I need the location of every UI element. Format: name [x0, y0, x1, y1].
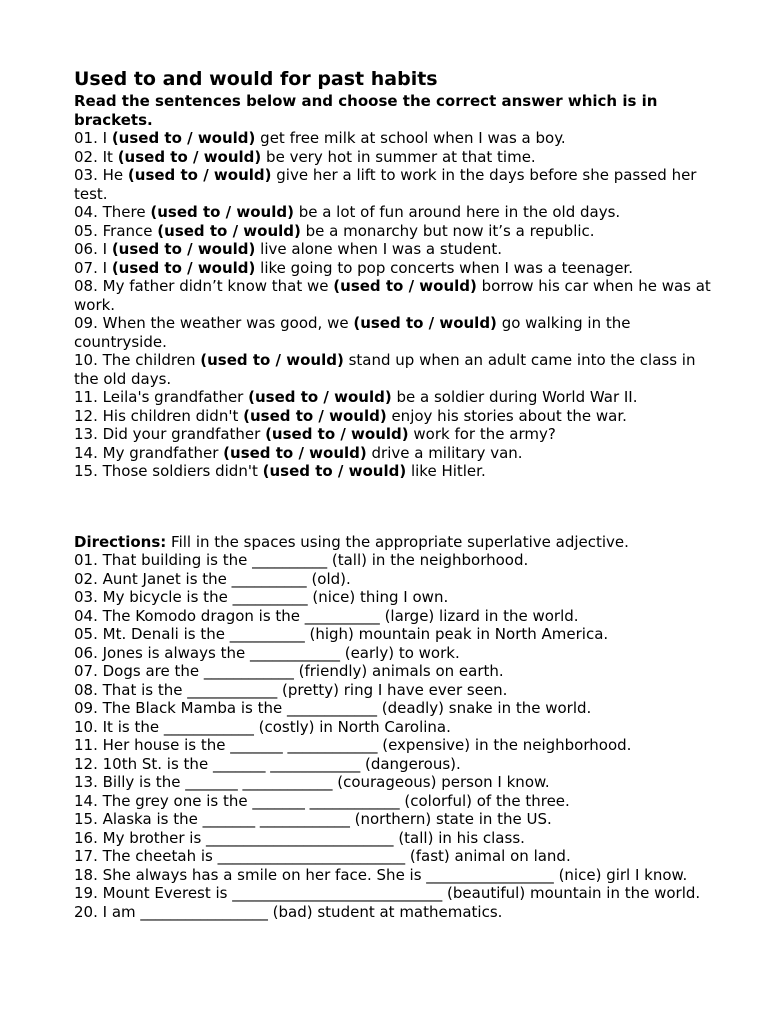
item-text-end: work for the army?	[408, 425, 556, 443]
exercise-item	[74, 166, 724, 203]
item-text-start: 01. I	[74, 129, 112, 147]
item-text-end: be a monarchy but now it’s a republic.	[300, 221, 595, 240]
exercise-item	[74, 277, 724, 314]
item-text-start: 07. I	[74, 258, 112, 277]
exercise-item	[74, 259, 724, 278]
answer-choices: (used to / would)	[127, 166, 272, 184]
item-text-start: 02. It	[74, 147, 118, 166]
answer-choices: (used to / would)	[157, 221, 301, 240]
item-text-start: 03. He	[74, 166, 128, 184]
fill-in-item: 02. Aunt Janet is the __________ (old).	[74, 569, 351, 588]
exercise-item	[74, 222, 724, 241]
fill-in-item: 08. That is the ____________ (pretty) ring I have ever seen.	[74, 680, 508, 699]
fill-in-item: 10. It is the ____________ (costly) in North Carolina.	[74, 717, 451, 736]
item-text-end: get free milk at school when I was a boy.	[255, 129, 566, 147]
item-text-start: 06. I	[74, 240, 112, 258]
directions-text: Fill in the spaces using the appropriate superlative adjective.	[166, 532, 629, 551]
fill-in-item: 12. 10th St. is the _______ ____________ (dangerous).	[74, 754, 461, 773]
item-text-end: stand up when an adult came into the class in the old days.	[74, 351, 696, 388]
item-text-start: 05. France	[74, 221, 158, 240]
exercise-item	[74, 444, 724, 463]
answer-choices: (used to / would)	[111, 258, 256, 277]
exercise-item	[74, 240, 724, 259]
fill-in-item: 16. My brother is _________________________ (tall) in his class.	[74, 828, 525, 847]
fill-in-item: 20. I am _________________ (bad) student at mathematics.	[74, 902, 503, 921]
item-text-start: 10. The children	[74, 351, 201, 369]
answer-choices: (used to / would)	[200, 351, 344, 369]
fill-in-item: 09. The Black Mamba is the ____________ (deadly) snake in the world.	[74, 699, 592, 717]
fill-in-item: 01. That building is the __________ (tall) in the neighborhood.	[74, 551, 529, 569]
answer-choices: (used to / would)	[117, 147, 262, 166]
fill-in-item: 19. Mount Everest is ____________________________ (beautiful) mountain in the world.	[74, 884, 701, 902]
exercise-item	[74, 388, 724, 407]
fill-in-item: 04. The Komodo dragon is the __________ (large) lizard in the world.	[74, 606, 579, 625]
item-text-start: 11. Leila's grandfather	[74, 388, 249, 406]
exercise-item	[74, 462, 724, 481]
answer-choices: (used to / would)	[333, 277, 477, 295]
directions-heading	[74, 533, 724, 552]
fill-in-item: 07. Dogs are the ____________ (friendly) animals on earth.	[74, 662, 504, 680]
answer-choices: (used to / would)	[111, 240, 256, 258]
fill-in-item: 03. My bicycle is the __________ (nice) thing I own.	[74, 588, 449, 606]
item-text-end: like Hitler.	[406, 462, 486, 480]
item-text-start: 09. When the weather was good, we	[74, 314, 354, 332]
item-text-start: 14. My grandfather	[74, 443, 224, 462]
answer-choices: (used to / would)	[248, 388, 392, 406]
exercise-item	[74, 425, 724, 444]
answer-choices: (used to / would)	[262, 462, 407, 480]
fill-in-item: 17. The cheetah is _________________________ (fast) animal on land.	[74, 847, 571, 865]
exercise-item	[74, 203, 724, 222]
item-text-start: 12. His children didn't	[74, 406, 244, 425]
item-text-end: drive a military van.	[366, 443, 523, 462]
exercise-item	[74, 407, 724, 426]
item-text-end: enjoy his stories about the war.	[386, 406, 627, 425]
superlative-exercise-list	[74, 551, 724, 921]
item-text-start: 08. My father didn’t know that we	[74, 277, 334, 295]
directions-label: Directions:	[74, 532, 167, 551]
item-text-end: borrow his car when he was at work.	[74, 277, 711, 314]
fill-in-item: 18. She always has a smile on her face. She is _________________ (nice) girl I know.	[74, 865, 688, 884]
item-text-start: 04. There	[74, 203, 151, 221]
item-text-start: 15. Those soldiers didn't	[74, 462, 263, 480]
answer-choices: (used to / would)	[353, 314, 497, 332]
answer-choices: (used to / would)	[223, 443, 367, 462]
exercise-item	[74, 351, 724, 388]
item-text-end: give her a lift to work in the days before she passed her test.	[74, 166, 697, 203]
exercise-item	[74, 314, 724, 351]
fill-in-item: 15. Alaska is the _______ ____________ (northern) state in the US.	[74, 810, 552, 828]
exercise-item	[74, 148, 724, 167]
answer-choices: (used to / would)	[111, 129, 256, 147]
instruction-text: Read the sentences below and choose the correct answer which is in brackets.	[74, 92, 658, 129]
item-text-end: be very hot in summer at that time.	[261, 147, 536, 166]
worksheet	[74, 66, 724, 921]
fill-in-item: 06. Jones is always the ____________ (early) to work.	[74, 643, 460, 662]
fill-in-item: 13. Billy is the _______ ____________ (courageous) person I know.	[74, 773, 550, 791]
section-spacer	[74, 481, 724, 533]
item-text-end: be a soldier during World War II.	[391, 388, 638, 406]
answer-choices: (used to / would)	[150, 203, 294, 221]
used-to-exercise-list	[74, 129, 724, 481]
item-text-end: be a lot of fun around here in the old days.	[293, 203, 621, 221]
item-text-end: go walking in the countryside.	[74, 314, 631, 351]
fill-in-item: 14. The grey one is the _______ ____________ (colorful) of the three.	[74, 791, 570, 810]
exercise-item	[74, 129, 724, 148]
fill-in-item: 05. Mt. Denali is the __________ (high) mountain peak in North America.	[74, 625, 609, 643]
item-text-start: 13. Did your grandfather	[74, 425, 266, 443]
worksheet-title: Used to and would for past habits	[74, 68, 438, 90]
item-text-end: live alone when I was a student.	[255, 240, 503, 258]
item-text-end: like going to pop concerts when I was a teenager.	[255, 258, 633, 277]
answer-choices: (used to / would)	[243, 406, 387, 425]
fill-in-item: 11. Her house is the _______ ____________ (expensive) in the neighborhood.	[74, 736, 632, 754]
answer-choices: (used to / would)	[265, 425, 409, 443]
